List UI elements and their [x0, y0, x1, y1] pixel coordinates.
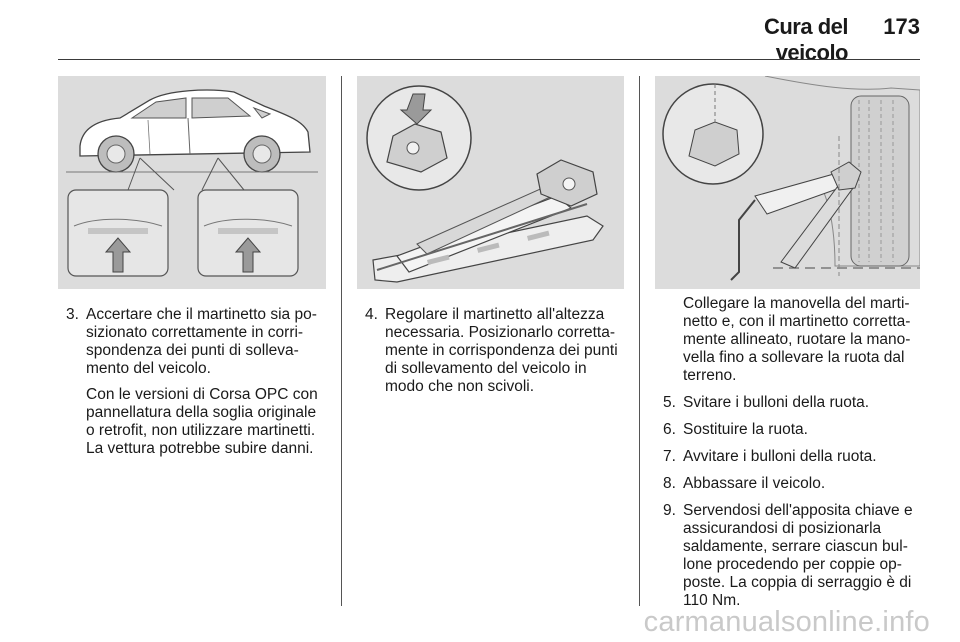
step-9	[655, 502, 923, 610]
header-divider	[58, 59, 920, 60]
jack-adjust-illustration	[357, 76, 624, 289]
step-text: Servendosi dell'apposita chiave e assicurandosi di posizionarla saldamente, serrare ciascun bul-lone procedendo per coppie op-poste. La coppia di serraggio è di 110 Nm.	[683, 502, 913, 609]
step-number: 9.	[663, 502, 676, 519]
step-8	[655, 475, 923, 493]
car-lift-points-illustration	[58, 76, 326, 289]
step-number: 8.	[663, 475, 676, 492]
step-3-note: Con le versioni di Corsa OPC con pannellatura della soglia originale o retrofit, non utilizzare martinetti. La vettura potrebbe subire danni.	[86, 386, 318, 457]
step-number: 5.	[663, 394, 676, 411]
step-text: Abbassare il veicolo.	[683, 475, 826, 492]
step-text: Accertare che il martinetto sia po-sizionato correttamente in corri-spondenza dei punti di solleva-mento del veicolo.	[86, 306, 317, 377]
column-3-steps	[655, 295, 923, 619]
watermark: carmanualsonline.info	[643, 606, 930, 638]
step-7	[655, 448, 923, 466]
column-divider-2	[639, 76, 640, 606]
step-3	[58, 306, 328, 378]
page-title: Cura del veicolo	[763, 14, 848, 65]
step-text: Sostituire la ruota.	[683, 421, 808, 438]
column-divider-1	[341, 76, 342, 606]
step-number: 3.	[66, 306, 79, 323]
step-text: Regolare il martinetto all'altezza necessaria. Posizionarlo corretta-mente in corrispondenza dei punti di sollevamento del veicolo in modo che non scivoli.	[385, 306, 618, 395]
jack-crank-illustration	[655, 76, 920, 289]
step-number: 4.	[365, 306, 378, 323]
car-jacking-points-drawing	[58, 76, 326, 289]
step-4-continuation: Collegare la manovella del marti-netto e, con il martinetto corretta-mente allineato, ruotare la mano-vella fino a sollevare la ruota dal terreno.	[683, 295, 911, 384]
column-2-steps	[357, 306, 625, 405]
jack-with-crank-drawing	[655, 76, 920, 289]
column-1-steps	[58, 306, 328, 467]
scissor-jack-drawing	[357, 76, 624, 289]
step-text: Avvitare i bulloni della ruota.	[683, 448, 877, 465]
step-number: 6.	[663, 421, 676, 438]
step-number: 7.	[663, 448, 676, 465]
step-5	[655, 394, 923, 412]
step-4	[357, 306, 625, 396]
step-6	[655, 421, 923, 439]
page-number: 173	[883, 14, 920, 39]
step-text: Svitare i bulloni della ruota.	[683, 394, 870, 411]
